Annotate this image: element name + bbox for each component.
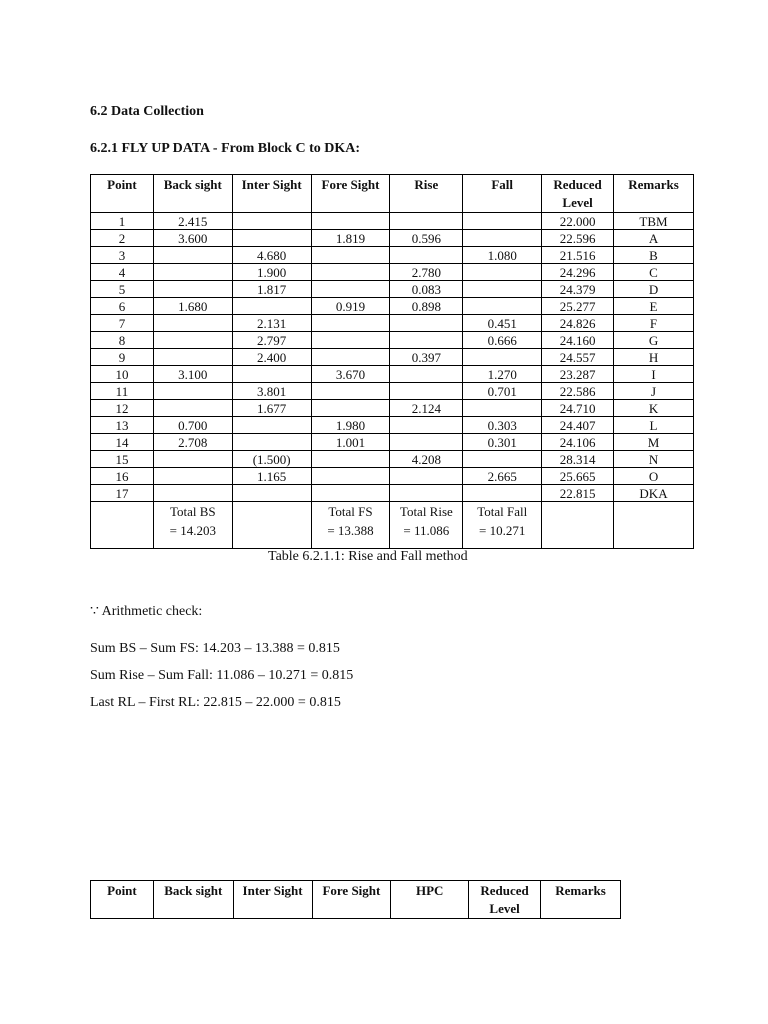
cell-reduced-level: 24.160	[542, 332, 614, 349]
cell-remarks: K	[614, 400, 694, 417]
subsection-heading: 6.2.1 FLY UP DATA - From Block C to DKA:	[90, 141, 361, 156]
cell-fore-sight	[311, 468, 390, 485]
cell-reduced-level: 24.826	[542, 315, 614, 332]
rise-and-fall-table	[90, 174, 694, 549]
cell-inter-sight: 2.797	[232, 332, 311, 349]
cell-fore-sight	[311, 485, 390, 502]
col-header-inter-sight: Inter Sight	[232, 175, 311, 213]
table-row	[91, 417, 694, 434]
total-fs-cell	[311, 502, 390, 549]
cell-point: 7	[91, 315, 154, 332]
cell-inter-sight: 1.817	[232, 281, 311, 298]
cell-fall: 0.303	[463, 417, 542, 434]
col-header-reduced-level: Reduced Level	[469, 881, 541, 919]
total-rise-cell	[390, 502, 463, 549]
cell-rise	[390, 213, 463, 230]
table-header-row	[91, 881, 621, 919]
cell-rise	[390, 315, 463, 332]
table-row	[91, 400, 694, 417]
cell-fall	[463, 400, 542, 417]
cell-rise	[390, 366, 463, 383]
total-fs-label: Total FS	[328, 504, 373, 519]
table-row	[91, 366, 694, 383]
cell-rise: 0.397	[390, 349, 463, 366]
table-header-row	[91, 175, 694, 213]
cell-rise: 4.208	[390, 451, 463, 468]
col-header-point: Point	[91, 175, 154, 213]
cell-back-sight: 1.680	[153, 298, 232, 315]
table-row	[91, 315, 694, 332]
col-header-rise: Rise	[390, 175, 463, 213]
cell-reduced-level: 24.379	[542, 281, 614, 298]
cell-fore-sight	[311, 400, 390, 417]
cell-back-sight	[153, 332, 232, 349]
cell-inter-sight	[232, 417, 311, 434]
cell-inter-sight	[232, 213, 311, 230]
cell-reduced-level: 22.596	[542, 230, 614, 247]
cell-inter-sight: 2.131	[232, 315, 311, 332]
col-header-back-sight: Back sight	[153, 175, 232, 213]
cell-remarks: I	[614, 366, 694, 383]
cell-rise: 2.124	[390, 400, 463, 417]
cell-back-sight	[153, 485, 232, 502]
cell-fore-sight	[311, 281, 390, 298]
cell-inter-sight	[232, 366, 311, 383]
cell-remarks: M	[614, 434, 694, 451]
cell-point: 1	[91, 213, 154, 230]
cell-back-sight: 3.100	[153, 366, 232, 383]
cell-back-sight: 0.700	[153, 417, 232, 434]
total-bs-cell	[153, 502, 232, 549]
cell-reduced-level: 24.407	[542, 417, 614, 434]
table-row	[91, 485, 694, 502]
cell-rise	[390, 332, 463, 349]
total-fall-value: = 10.271	[479, 523, 526, 538]
cell-fall: 0.701	[463, 383, 542, 400]
cell-fore-sight	[311, 383, 390, 400]
cell-inter-sight: (1.500)	[232, 451, 311, 468]
cell-remarks: H	[614, 349, 694, 366]
table-row	[91, 332, 694, 349]
cell-fore-sight	[311, 349, 390, 366]
cell-point: 8	[91, 332, 154, 349]
cell-fore-sight	[311, 247, 390, 264]
table-row	[91, 281, 694, 298]
cell-fore-sight	[311, 264, 390, 281]
cell-rise	[390, 417, 463, 434]
cell-fore-sight: 1.001	[311, 434, 390, 451]
cell-fall	[463, 298, 542, 315]
cell-fall: 0.666	[463, 332, 542, 349]
table-caption: Table 6.2.1.1: Rise and Fall method	[268, 549, 468, 564]
cell-remarks: C	[614, 264, 694, 281]
cell-rise	[390, 247, 463, 264]
cell-back-sight	[153, 451, 232, 468]
table-row	[91, 230, 694, 247]
cell-rise: 0.898	[390, 298, 463, 315]
cell-point: 16	[91, 468, 154, 485]
col-header-fore-sight: Fore Sight	[311, 175, 390, 213]
table-row	[91, 349, 694, 366]
cell-rise	[390, 485, 463, 502]
cell-remarks: TBM	[614, 213, 694, 230]
cell-back-sight	[153, 400, 232, 417]
cell-point: 3	[91, 247, 154, 264]
cell-point: 17	[91, 485, 154, 502]
cell-remarks: E	[614, 298, 694, 315]
cell-fall	[463, 349, 542, 366]
total-bs-label: Total BS	[169, 504, 216, 519]
cell-rise: 0.596	[390, 230, 463, 247]
table-row	[91, 451, 694, 468]
cell-fore-sight	[311, 451, 390, 468]
cell-remarks: O	[614, 468, 694, 485]
cell-fall: 1.080	[463, 247, 542, 264]
cell-reduced-level: 24.710	[542, 400, 614, 417]
col-header-reduced-level: Reduced Level	[542, 175, 614, 213]
check-line-rise-fall: Sum Rise – Sum Fall: 11.086 – 10.271 = 0.815	[90, 668, 354, 683]
cell-reduced-level: 22.586	[542, 383, 614, 400]
total-rise-label: Total Rise	[399, 504, 453, 519]
cell-fore-sight: 3.670	[311, 366, 390, 383]
arithmetic-check-title: ∵ Arithmetic check:	[90, 604, 203, 619]
cell-inter-sight	[232, 230, 311, 247]
cell-fall: 2.665	[463, 468, 542, 485]
cell-remarks: DKA	[614, 485, 694, 502]
col-header-point: Point	[91, 881, 154, 919]
cell-inter-sight: 1.165	[232, 468, 311, 485]
totals-empty-cell	[542, 502, 614, 549]
cell-point: 4	[91, 264, 154, 281]
cell-remarks: J	[614, 383, 694, 400]
cell-inter-sight: 4.680	[232, 247, 311, 264]
cell-point: 11	[91, 383, 154, 400]
table-row	[91, 383, 694, 400]
cell-inter-sight	[232, 298, 311, 315]
cell-fore-sight: 0.919	[311, 298, 390, 315]
cell-fore-sight: 1.819	[311, 230, 390, 247]
col-header-remarks: Remarks	[614, 175, 694, 213]
cell-remarks: L	[614, 417, 694, 434]
cell-reduced-level: 21.516	[542, 247, 614, 264]
cell-remarks: B	[614, 247, 694, 264]
totals-empty-cell	[614, 502, 694, 549]
cell-rise	[390, 383, 463, 400]
cell-point: 15	[91, 451, 154, 468]
cell-point: 5	[91, 281, 154, 298]
cell-reduced-level: 25.665	[542, 468, 614, 485]
cell-fall	[463, 213, 542, 230]
cell-inter-sight: 1.677	[232, 400, 311, 417]
section-heading: 6.2 Data Collection	[90, 104, 204, 119]
check-line-rl: Last RL – First RL: 22.815 – 22.000 = 0.815	[90, 695, 341, 710]
cell-inter-sight: 1.900	[232, 264, 311, 281]
cell-reduced-level: 24.557	[542, 349, 614, 366]
table-row	[91, 434, 694, 451]
cell-fall	[463, 230, 542, 247]
cell-remarks: A	[614, 230, 694, 247]
col-header-back-sight: Back sight	[153, 881, 233, 919]
cell-reduced-level: 22.815	[542, 485, 614, 502]
total-rise-value: = 11.086	[403, 523, 450, 538]
cell-rise: 2.780	[390, 264, 463, 281]
cell-remarks: G	[614, 332, 694, 349]
cell-back-sight	[153, 281, 232, 298]
cell-point: 10	[91, 366, 154, 383]
cell-back-sight	[153, 315, 232, 332]
cell-fall: 0.451	[463, 315, 542, 332]
cell-rise	[390, 434, 463, 451]
cell-point: 12	[91, 400, 154, 417]
cell-fore-sight	[311, 213, 390, 230]
cell-back-sight: 3.600	[153, 230, 232, 247]
cell-back-sight	[153, 468, 232, 485]
total-fs-value: = 13.388	[327, 523, 374, 538]
cell-reduced-level: 24.106	[542, 434, 614, 451]
col-header-fore-sight: Fore Sight	[312, 881, 391, 919]
cell-back-sight	[153, 264, 232, 281]
table-row	[91, 298, 694, 315]
col-header-inter-sight: Inter Sight	[233, 881, 312, 919]
cell-inter-sight	[232, 434, 311, 451]
cell-fall	[463, 451, 542, 468]
cell-rise: 0.083	[390, 281, 463, 298]
cell-fall	[463, 485, 542, 502]
cell-remarks: D	[614, 281, 694, 298]
cell-point: 9	[91, 349, 154, 366]
cell-reduced-level: 24.296	[542, 264, 614, 281]
cell-back-sight	[153, 247, 232, 264]
cell-fore-sight	[311, 315, 390, 332]
cell-reduced-level: 25.277	[542, 298, 614, 315]
cell-inter-sight: 2.400	[232, 349, 311, 366]
cell-back-sight: 2.415	[153, 213, 232, 230]
cell-fore-sight	[311, 332, 390, 349]
table-row	[91, 213, 694, 230]
cell-back-sight	[153, 383, 232, 400]
cell-point: 14	[91, 434, 154, 451]
col-header-fall: Fall	[463, 175, 542, 213]
total-fall-cell	[463, 502, 542, 549]
cell-remarks: F	[614, 315, 694, 332]
cell-inter-sight: 3.801	[232, 383, 311, 400]
table-body	[91, 213, 694, 549]
cell-fall	[463, 264, 542, 281]
table-row	[91, 468, 694, 485]
cell-back-sight	[153, 349, 232, 366]
cell-point: 13	[91, 417, 154, 434]
col-header-hpc: HPC	[391, 881, 469, 919]
totals-empty-cell	[232, 502, 311, 549]
totals-empty-cell	[91, 502, 154, 549]
totals-row	[91, 502, 694, 549]
cell-reduced-level: 28.314	[542, 451, 614, 468]
cell-reduced-level: 22.000	[542, 213, 614, 230]
total-fall-label: Total Fall	[477, 504, 528, 519]
cell-back-sight: 2.708	[153, 434, 232, 451]
col-header-remarks: Remarks	[541, 881, 621, 919]
hpc-table	[90, 880, 621, 919]
check-line-bs-fs: Sum BS – Sum FS: 14.203 – 13.388 = 0.815	[90, 641, 340, 656]
cell-fall: 1.270	[463, 366, 542, 383]
cell-point: 6	[91, 298, 154, 315]
cell-fore-sight: 1.980	[311, 417, 390, 434]
total-bs-value: = 14.203	[169, 523, 216, 538]
cell-remarks: N	[614, 451, 694, 468]
cell-fall: 0.301	[463, 434, 542, 451]
cell-fall	[463, 281, 542, 298]
cell-reduced-level: 23.287	[542, 366, 614, 383]
table-row	[91, 247, 694, 264]
table-row	[91, 264, 694, 281]
cell-point: 2	[91, 230, 154, 247]
cell-inter-sight	[232, 485, 311, 502]
cell-rise	[390, 468, 463, 485]
